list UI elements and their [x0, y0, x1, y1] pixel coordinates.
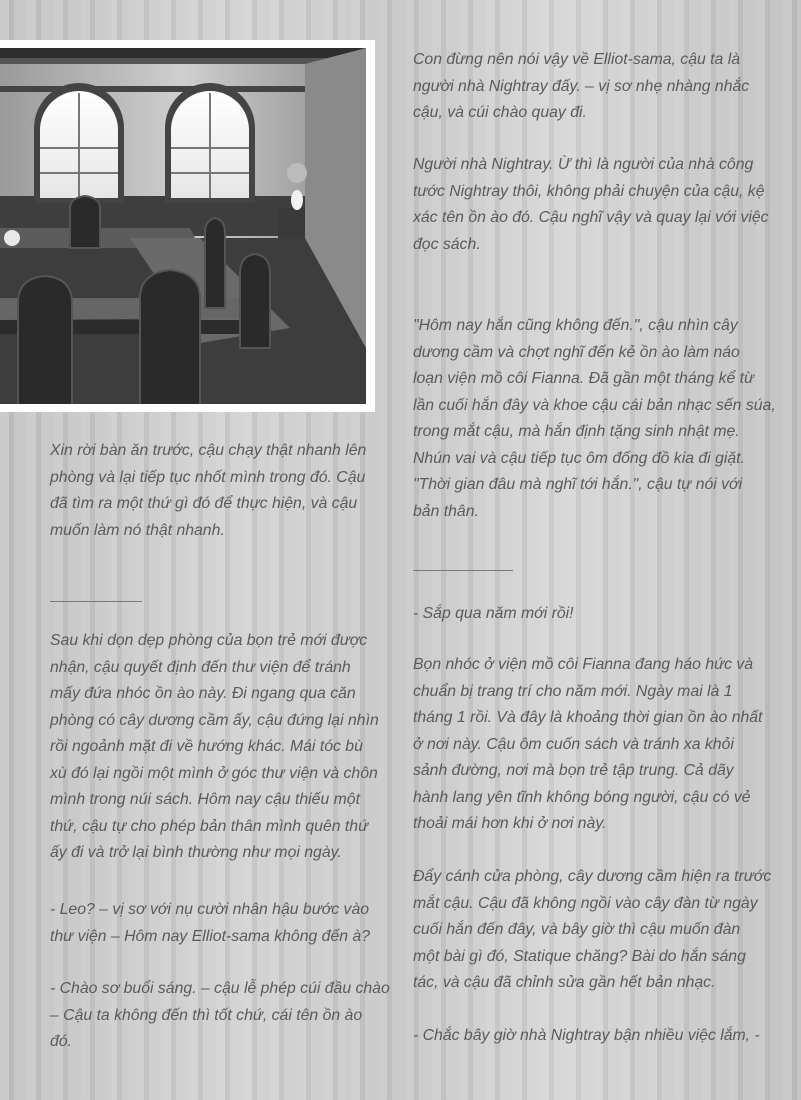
- section-divider: [50, 601, 142, 602]
- text-line: ở nơi này. Cậu ôm cuốn sách và tránh xa khỏi: [413, 735, 734, 753]
- text-line: nhận, cậu quyết định đến thư viện để tránh: [50, 658, 351, 676]
- text-line: ấy đi và trở lại bình thường như mọi ngày.: [50, 844, 342, 861]
- text-line: hành lang yên tĩnh không bóng người, cậu có vẻ: [413, 788, 751, 806]
- text-line: trong mắt cậu, mà hắn định tặng sinh nhật mẹ.: [413, 423, 740, 440]
- text-line: mình trong núi sách. Hôm nay cậu thiếu một: [50, 791, 360, 808]
- text-line: - Chắc bây giờ nhà Nightray bận nhiều việc lắm, -: [413, 1027, 760, 1044]
- text-line: Đẩy cánh cửa phòng, cây dương cầm hiện ra trước: [413, 868, 772, 885]
- text-line: bản thân.: [413, 502, 479, 520]
- text-line: đó.: [50, 1033, 72, 1050]
- text-line: đọc sách.: [413, 235, 481, 253]
- text-line: Nhún vai và cậu tiếp tục ôm đống đồ kia đi giặt.: [413, 449, 745, 467]
- right-paragraph-7: [413, 1023, 791, 1050]
- text-line: mấy đứa nhóc ồn ào này. Đi ngang qua căn: [50, 685, 356, 702]
- text-line: "Thời gian đâu mà nghĩ tới hắn.", cậu tự nói với: [413, 476, 743, 493]
- text-line: - Sắp qua năm mới rồi!: [413, 605, 574, 622]
- text-line: đã tìm ra một thứ gì đó để thực hiện, và cậu: [50, 495, 358, 512]
- text-line: phòng và lại tiếp tục nhốt mình trong đó. Cậu: [50, 468, 366, 486]
- left-paragraph-2: [50, 628, 380, 867]
- text-line: thoải mái hơn khi ở nơi này.: [413, 815, 607, 832]
- vase: [291, 190, 303, 210]
- right-paragraph-2: [413, 152, 791, 258]
- right-paragraph-6: [413, 864, 791, 997]
- text-line: – Cậu ta không đến thì tốt chứ, cái tên ồn ào: [50, 1006, 363, 1024]
- left-paragraph-3: [50, 897, 380, 950]
- text-line: Con đừng nên nói vậy về Elliot-sama, cậu ta là: [413, 51, 741, 68]
- window-left: [34, 83, 124, 203]
- text-line: "Hôm nay hắn cũng không đến.", cậu nhìn cây: [413, 317, 738, 334]
- text-line: Sau khi dọn dẹp phòng của bọn trẻ mới được: [50, 632, 368, 649]
- right-paragraph-3: [413, 313, 791, 525]
- dining-hall-image: [0, 48, 366, 404]
- text-line: Bọn nhóc ở viện mồ côi Fianna đang háo hức và: [413, 656, 754, 673]
- text-line: phòng có cây dương cầm ấy, cậu đứng lại nhìn: [50, 711, 379, 729]
- section-divider: [413, 570, 513, 571]
- right-paragraph-5: [413, 652, 791, 838]
- text-line: mắt cậu. Cậu đã không ngồi vào cây đàn từ ngày: [413, 894, 758, 912]
- text-line: loạn viện mồ côi Fianna. Đã gần một tháng kể từ: [413, 370, 755, 387]
- text-line: cậu, và cúi chào quay đi.: [413, 104, 587, 121]
- text-line: xác tên ồn ào đó. Cậu nghĩ vậy và quay lại với việc: [413, 209, 769, 226]
- text-line: Người nhà Nightray. Ừ thì là người của nhà công: [413, 156, 754, 173]
- text-line: tác, và cậu đã chỉnh sửa gần hết bản nhạc.: [413, 974, 716, 991]
- text-line: người nhà Nightray đấy. – vị sơ nhẹ nhàng nhắc: [413, 77, 750, 95]
- text-line: thư viện – Hôm nay Elliot-sama không đến à?: [50, 927, 370, 945]
- text-line: thứ, cậu tự cho phép bản thân mình quên thứ: [50, 817, 369, 835]
- left-paragraph-4: [50, 976, 390, 1056]
- text-line: cuối hắn đến đây, và bây giờ thì cậu muốn đàn: [413, 921, 741, 938]
- text-line: muốn làm nó thật nhanh.: [50, 521, 225, 539]
- text-line: rồi ngoảnh mặt đi về hướng khác. Mái tóc bù: [50, 738, 363, 755]
- right-paragraph-4: [413, 601, 791, 628]
- text-line: tước Nightray thôi, không phải chuyện của cậu, kệ: [413, 182, 765, 200]
- left-paragraph-1: [50, 438, 380, 544]
- text-line: một bài gì đó, Statique chăng? Bài do hắn sáng: [413, 947, 746, 965]
- right-paragraph-1: [413, 47, 791, 127]
- window-right: [165, 83, 255, 203]
- text-line: sảnh đường, nơi mà bọn trẻ tập trung. Cả dãy: [413, 762, 734, 779]
- text-line: lần cuối hắn đây và khoe cậu cái bản nhạc sến súa,: [413, 396, 776, 414]
- text-line: - Chào sơ buổi sáng. – cậu lễ phép cúi đầu chào: [50, 980, 390, 997]
- illustration-dining-hall: [0, 40, 375, 412]
- text-line: Xin rời bàn ăn trước, cậu chạy thật nhanh lên: [50, 442, 367, 459]
- text-line: xù đó lại ngồi một mình ở góc thư viện và chôn: [50, 764, 378, 782]
- text-line: tháng 1 rồi. Và đây là khoảng thời gian ồn ào nhất: [413, 709, 763, 726]
- text-line: - Leo? – vị sơ với nụ cười nhân hậu bước vào: [50, 901, 370, 918]
- text-line: dương cầm và chợt nghĩ đến kẻ ồn ào làm náo: [413, 343, 740, 361]
- text-line: chuẩn bị trang trí cho năm mới. Ngày mai là 1: [413, 682, 733, 700]
